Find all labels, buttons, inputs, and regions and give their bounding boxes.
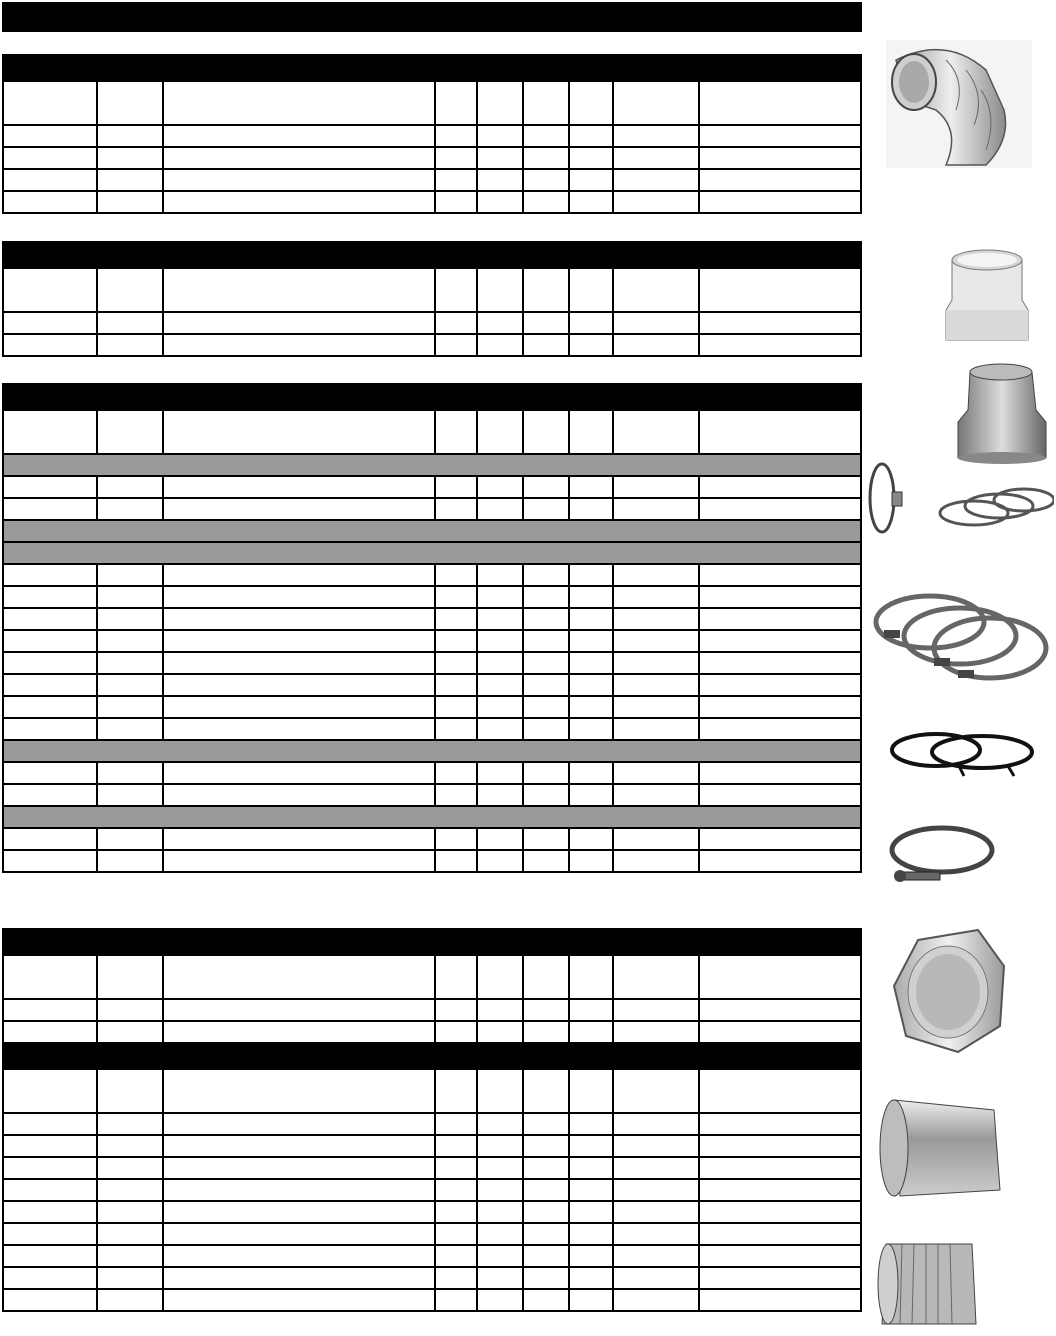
hinged-duct-connector-icon [888,926,1008,1056]
table-row [3,586,861,608]
table-row [3,630,861,652]
table-row [3,334,861,356]
column-header-row [3,1069,861,1113]
column-header-row [3,268,861,312]
spring-duct-clamp-icon [864,458,1054,538]
subsection-header [3,806,861,828]
single-band-clamp-icon [886,820,996,892]
table-row [3,564,861,586]
table-row [3,1223,861,1245]
product-table-clamps [2,383,862,873]
subsection-header [3,542,861,564]
table-row [3,1135,861,1157]
adjustable-duct-elbow-icon [886,40,1032,168]
duct-reducer-white-icon [944,240,1030,348]
subsection-header [3,520,861,542]
duct-reducer-metal-icon [956,360,1048,464]
product-table-connectors [2,928,862,1044]
table-row [3,652,861,674]
section-header [3,1043,861,1069]
product-table-sleeves [2,1042,862,1312]
table-row [3,674,861,696]
table-row [3,498,861,520]
subsection-header [3,740,861,762]
section-header [3,242,861,268]
worm-gear-duct-clamp-icon [870,578,1050,684]
column-header-row [3,410,861,454]
table-row [3,147,861,169]
table-row [3,169,861,191]
table-row [3,696,861,718]
table-row [3,828,861,850]
wire-duct-clamp-icon [888,722,1046,778]
metal-duct-sleeve-icon [874,1090,1006,1202]
table-row [3,125,861,147]
table-row [3,762,861,784]
table-row [3,718,861,740]
product-table-elbows [2,54,862,214]
table-row [3,476,861,498]
product-table-reducers [2,241,862,357]
table-row [3,1201,861,1223]
section-header [3,384,861,410]
table-row [3,1179,861,1201]
table-row [3,312,861,334]
table-row [3,1021,861,1043]
section-header [3,55,861,81]
table-row [3,1157,861,1179]
table-row [3,850,861,872]
table-row [3,1267,861,1289]
subsection-header [3,454,861,476]
table-row [3,784,861,806]
table-row [3,1245,861,1267]
section-header [3,929,861,955]
corrugated-duct-connector-icon [872,1232,988,1332]
table-row [3,608,861,630]
table-row [3,191,861,213]
table-row [3,999,861,1021]
column-header-row [3,81,861,125]
table-row [3,1289,861,1311]
table-row [3,1113,861,1135]
column-header-row [3,955,861,999]
page-title-bar [2,2,862,32]
